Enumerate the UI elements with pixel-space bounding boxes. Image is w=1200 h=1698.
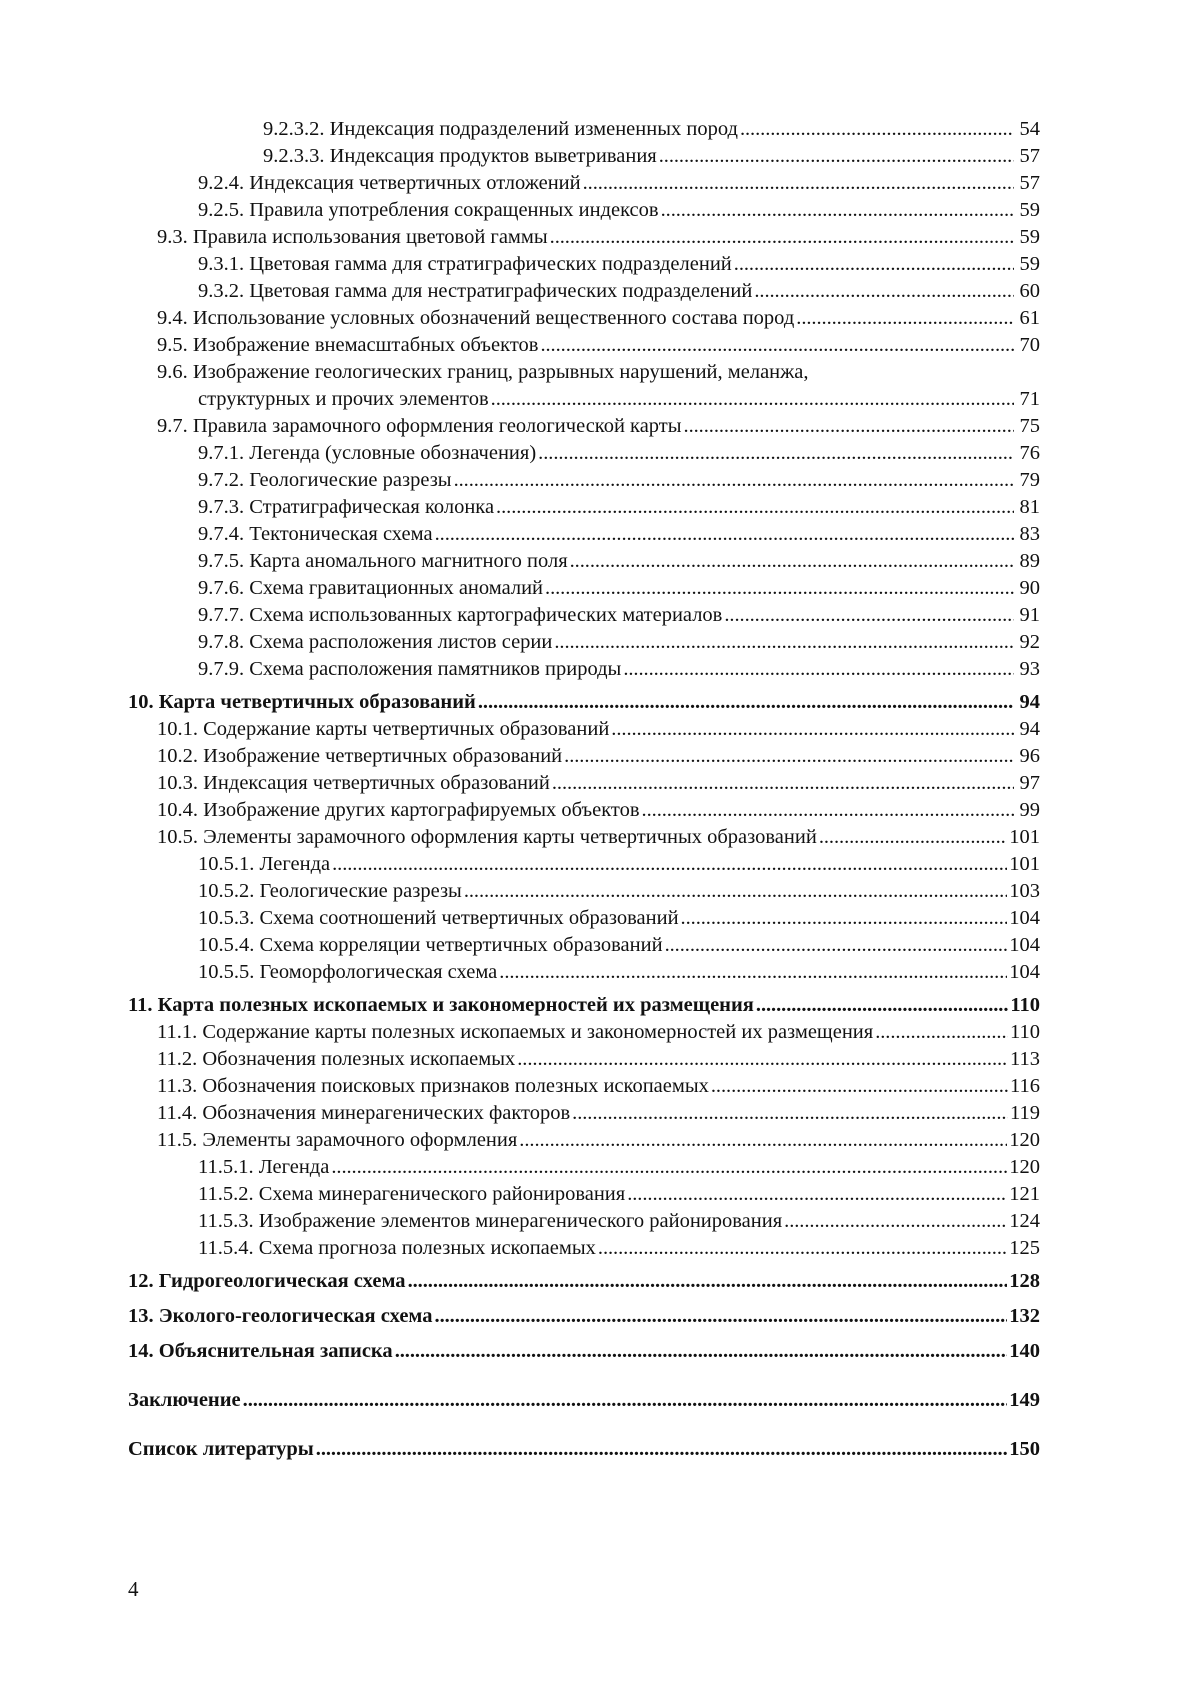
- toc-entry: [128, 656, 1040, 683]
- toc-entry-title: 11.2. Обозначения полезных ископаемых: [157, 1048, 516, 1070]
- toc-entry: [128, 332, 1040, 359]
- toc-entry-page: 59: [1019, 199, 1040, 221]
- toc-entry-page: 59: [1019, 253, 1040, 275]
- toc-entry-title: 9.4. Использование условных обозначений вещественного состава пород: [157, 307, 795, 329]
- toc-entry: [128, 1181, 1040, 1208]
- toc-entry: [128, 797, 1040, 824]
- toc-entry-page: 91: [1019, 604, 1040, 626]
- toc-entry-page: 140: [1009, 1340, 1040, 1362]
- toc-entry: [128, 878, 1040, 905]
- toc-entry: [128, 467, 1040, 494]
- toc-entry: [128, 689, 1040, 716]
- dot-leader: [550, 224, 1014, 251]
- toc-entry-title: 9.6. Изображение геологических границ, разрывных нарушений, меланжа,: [157, 361, 809, 383]
- dot-leader: [478, 689, 1014, 716]
- dot-leader: [545, 575, 1014, 602]
- toc-entry-title: 11.1. Содержание карты полезных ископаемых и закономерностей их размещения: [157, 1021, 874, 1043]
- toc-entry-page: 150: [1009, 1438, 1040, 1460]
- toc-entry-page: 96: [1019, 745, 1040, 767]
- dot-leader: [517, 1046, 1008, 1073]
- toc-entry-page: 75: [1019, 415, 1040, 437]
- toc-entry-title: 10.5.3. Схема соотношений четвертичных образований: [198, 907, 679, 929]
- dot-leader: [796, 305, 1014, 332]
- dot-leader: [642, 797, 1014, 824]
- toc-entry: [128, 602, 1040, 629]
- toc-entry-page: 57: [1019, 145, 1040, 167]
- dot-leader: [623, 656, 1014, 683]
- dot-leader: [572, 1100, 1008, 1127]
- toc-entry-page: 71: [1019, 388, 1040, 410]
- dot-leader: [499, 959, 1007, 986]
- toc-entry-page: 110: [1010, 1021, 1040, 1043]
- dot-leader: [819, 824, 1007, 851]
- toc-entry-title: Список литературы: [128, 1438, 314, 1460]
- toc-entry: [128, 1073, 1040, 1100]
- toc-entry-title: 9.7.7. Схема использованных картографических материалов: [198, 604, 723, 626]
- dot-leader: [611, 716, 1014, 743]
- toc-entry-title: 10.1. Содержание карты четвертичных образований: [157, 718, 610, 740]
- toc-entry-page: 57: [1019, 172, 1040, 194]
- dot-leader: [464, 878, 1007, 905]
- toc-entry: [128, 1046, 1040, 1073]
- toc-entry-page: 93: [1019, 658, 1040, 680]
- toc-entry-title: 9.3.2. Цветовая гамма для нестратиграфических подразделений: [198, 280, 753, 302]
- toc-entry: [128, 224, 1040, 251]
- dot-leader: [395, 1338, 1008, 1365]
- dot-leader: [554, 629, 1014, 656]
- toc-entry-page: 60: [1019, 280, 1040, 302]
- toc-entry-page: 89: [1019, 550, 1040, 572]
- toc-entry-page: 101: [1009, 826, 1040, 848]
- toc-entry: [128, 992, 1040, 1019]
- toc-entry-title: 11.5.3. Изображение элементов минерагенического районирования: [198, 1210, 783, 1232]
- toc-entry: [128, 1303, 1040, 1330]
- dot-leader: [570, 548, 1014, 575]
- toc-entry-page: 94: [1019, 718, 1040, 740]
- toc-entry-page: 116: [1010, 1075, 1040, 1097]
- toc-entry-title: 11.5.2. Схема минерагенического районирования: [198, 1183, 626, 1205]
- toc-entry: [128, 521, 1040, 548]
- toc-entry-title: 10.5.5. Геоморфологическая схема: [198, 961, 498, 983]
- toc-entry-page: 120: [1009, 1129, 1040, 1151]
- toc-entry: [128, 629, 1040, 656]
- toc-entry-title: 9.3. Правила использования цветовой гаммы: [157, 226, 548, 248]
- toc-entry: [128, 251, 1040, 278]
- toc-entry-page: 104: [1009, 907, 1040, 929]
- dot-leader: [538, 440, 1014, 467]
- toc-entry-title: 11.4. Обозначения минерагенических факторов: [157, 1102, 571, 1124]
- toc-entry-page: 121: [1009, 1183, 1040, 1205]
- toc-entry-title: 9.7.6. Схема гравитационных аномалий: [198, 577, 544, 599]
- toc-entry: [128, 575, 1040, 602]
- toc-entry-title: 10.3. Индексация четвертичных образований: [157, 772, 550, 794]
- toc-entry-page: 104: [1009, 934, 1040, 956]
- toc-entry: [128, 1100, 1040, 1127]
- dot-leader: [540, 332, 1014, 359]
- toc-entry: [128, 851, 1040, 878]
- toc-entry-title: 11.5. Элементы зарамочного оформления: [157, 1129, 518, 1151]
- toc-entry-title: 9.7. Правила зарамочного оформления геологической карты: [157, 415, 682, 437]
- toc-entry-title: 10.2. Изображение четвертичных образований: [157, 745, 563, 767]
- toc-entry-title: 9.7.4. Тектоническая схема: [198, 523, 433, 545]
- toc-entry-page: 132: [1009, 1305, 1040, 1327]
- toc-entry: [128, 1154, 1040, 1181]
- toc-entry-page: 125: [1009, 1237, 1040, 1259]
- toc-entry: [128, 1208, 1040, 1235]
- toc-entry-title: структурных и прочих элементов: [198, 388, 489, 410]
- toc-entry: [128, 716, 1040, 743]
- toc-entry-title: 10.5. Элементы зарамочного оформления карты четвертичных образований: [157, 826, 817, 848]
- toc-entry: [128, 770, 1040, 797]
- toc-entry: [128, 932, 1040, 959]
- dot-leader: [331, 1154, 1007, 1181]
- toc-entry-page: 54: [1019, 118, 1040, 140]
- dot-leader: [754, 278, 1014, 305]
- dot-leader: [665, 932, 1008, 959]
- toc-entry-page: 79: [1019, 469, 1040, 491]
- dot-leader: [784, 1208, 1007, 1235]
- dot-leader: [724, 602, 1014, 629]
- toc-entry-page: 70: [1019, 334, 1040, 356]
- dot-leader: [684, 413, 1014, 440]
- dot-leader: [332, 851, 1007, 878]
- toc-entry: [128, 824, 1040, 851]
- toc-entry-title: 9.2.3.3. Индексация продуктов выветривания: [263, 145, 657, 167]
- toc-entry-page: 92: [1019, 631, 1040, 653]
- toc-entry-title: 9.7.5. Карта аномального магнитного поля: [198, 550, 568, 572]
- dot-leader: [496, 494, 1014, 521]
- toc-entry-title: 10.5.4. Схема корреляции четвертичных образований: [198, 934, 663, 956]
- toc-entry-title: 12. Гидрогеологическая схема: [128, 1270, 406, 1292]
- toc-entry: [128, 959, 1040, 986]
- toc-entry: [128, 116, 1040, 143]
- toc-entry: [128, 548, 1040, 575]
- dot-leader: [491, 386, 1014, 413]
- toc-entry: [128, 197, 1040, 224]
- table-of-contents: [128, 116, 1040, 1463]
- dot-leader: [316, 1436, 1007, 1463]
- toc-entry: [128, 905, 1040, 932]
- toc-entry-page: 90: [1019, 577, 1040, 599]
- toc-entry-page: 83: [1019, 523, 1040, 545]
- toc-entry-page: 76: [1019, 442, 1040, 464]
- toc-entry-page: 124: [1009, 1210, 1040, 1232]
- toc-entry-title: 9.2.4. Индексация четвертичных отложений: [198, 172, 581, 194]
- toc-entry: [128, 1268, 1040, 1295]
- toc-entry-title: 9.2.5. Правила употребления сокращенных индексов: [198, 199, 659, 221]
- toc-entry-page: 149: [1009, 1389, 1040, 1411]
- toc-entry-page: 81: [1019, 496, 1040, 518]
- toc-entry-page: 120: [1009, 1156, 1040, 1178]
- toc-entry-title: 9.5. Изображение внемасштабных объектов: [157, 334, 539, 356]
- toc-entry-page: 119: [1010, 1102, 1040, 1124]
- toc-entry: [128, 1019, 1040, 1046]
- toc-entry-page: 103: [1009, 880, 1040, 902]
- dot-leader: [681, 905, 1008, 932]
- dot-leader: [435, 1303, 1008, 1330]
- toc-entry-title: 9.7.2. Геологические разрезы: [198, 469, 452, 491]
- toc-entry-page: 59: [1019, 226, 1040, 248]
- toc-entry-title: 9.2.3.2. Индексация подразделений измененных пород: [263, 118, 738, 140]
- toc-entry-page: 97: [1019, 772, 1040, 794]
- dot-leader: [454, 467, 1014, 494]
- toc-entry-page: 101: [1009, 853, 1040, 875]
- dot-leader: [661, 197, 1014, 224]
- toc-entry-title: 11.5.4. Схема прогноза полезных ископаемых: [198, 1237, 596, 1259]
- toc-entry-title: 11.5.1. Легенда: [198, 1156, 330, 1178]
- page-number: 4: [128, 1577, 139, 1601]
- dot-leader: [659, 143, 1014, 170]
- toc-entry-title: 14. Объяснительная записка: [128, 1340, 393, 1362]
- toc-entry: [128, 743, 1040, 770]
- toc-entry: [128, 386, 1040, 413]
- dot-leader: [740, 116, 1014, 143]
- toc-entry: [128, 278, 1040, 305]
- toc-entry: [128, 494, 1040, 521]
- toc-entry: [128, 1235, 1040, 1262]
- toc-entry: [128, 440, 1040, 467]
- toc-entry: [128, 305, 1040, 332]
- toc-entry-title: 9.3.1. Цветовая гамма для стратиграфических подразделений: [198, 253, 732, 275]
- toc-entry-page: 99: [1019, 799, 1040, 821]
- toc-entry: [128, 1436, 1040, 1463]
- toc-entry: [128, 1127, 1040, 1154]
- dot-leader: [875, 1019, 1008, 1046]
- dot-leader: [734, 251, 1014, 278]
- dot-leader: [711, 1073, 1008, 1100]
- dot-leader: [583, 170, 1014, 197]
- dot-leader: [552, 770, 1014, 797]
- dot-leader: [756, 992, 1008, 1019]
- toc-entry-title: 10.5.2. Геологические разрезы: [198, 880, 462, 902]
- toc-entry-title: 13. Эколого-геологическая схема: [128, 1305, 433, 1327]
- toc-entry: [128, 413, 1040, 440]
- dot-leader: [243, 1387, 1008, 1414]
- toc-entry: [128, 143, 1040, 170]
- dot-leader: [408, 1268, 1008, 1295]
- toc-entry-page: 128: [1009, 1270, 1040, 1292]
- toc-entry-title: 10.5.1. Легенда: [198, 853, 331, 875]
- toc-entry-title: 9.7.3. Стратиграфическая колонка: [198, 496, 495, 518]
- toc-entry-title: 10.4. Изображение других картографируемых объектов: [157, 799, 640, 821]
- toc-entry: [128, 359, 1040, 386]
- toc-entry-title: 10. Карта четвертичных образований: [128, 691, 476, 713]
- toc-entry-title: 9.7.1. Легенда (условные обозначения): [198, 442, 537, 464]
- toc-entry-page: 104: [1009, 961, 1040, 983]
- dot-leader: [598, 1235, 1007, 1262]
- toc-entry-page: 61: [1019, 307, 1040, 329]
- dot-leader: [435, 521, 1014, 548]
- toc-entry-title: 11.3. Обозначения поисковых признаков полезных ископаемых: [157, 1075, 709, 1097]
- toc-entry-title: Заключение: [128, 1389, 241, 1411]
- toc-entry-title: 11. Карта полезных ископаемых и закономерностей их размещения: [128, 994, 754, 1016]
- toc-entry-page: 94: [1019, 691, 1040, 713]
- toc-entry: [128, 1387, 1040, 1414]
- dot-leader: [519, 1127, 1007, 1154]
- toc-entry: [128, 170, 1040, 197]
- toc-entry-page: 113: [1010, 1048, 1040, 1070]
- toc-entry: [128, 1338, 1040, 1365]
- toc-entry-title: 9.7.9. Схема расположения памятников природы: [198, 658, 622, 680]
- dot-leader: [564, 743, 1014, 770]
- dot-leader: [627, 1181, 1007, 1208]
- toc-entry-title: 9.7.8. Схема расположения листов серии: [198, 631, 553, 653]
- toc-entry-page: 110: [1010, 994, 1040, 1016]
